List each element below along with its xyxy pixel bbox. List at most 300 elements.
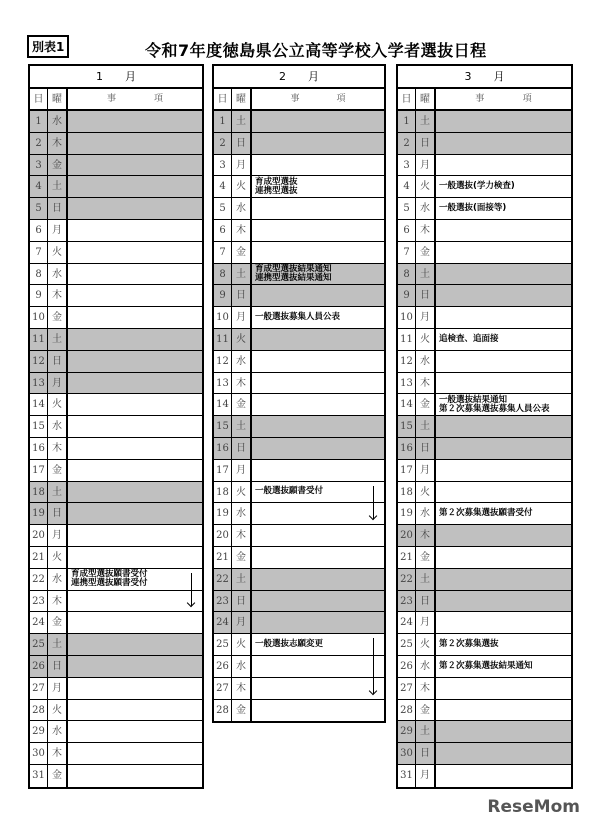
weekday: 水: [48, 721, 68, 742]
weekday: 水: [416, 351, 436, 372]
day-number: 12: [214, 351, 232, 372]
col-day: 日: [398, 89, 416, 109]
event-cell: [436, 460, 571, 481]
event-cell: [252, 329, 384, 350]
col-event-1: 事: [106, 94, 116, 104]
weekday: 水: [48, 264, 68, 285]
day-number: 9: [30, 285, 48, 306]
weekday: 土: [48, 176, 68, 197]
day-number: 13: [214, 373, 232, 394]
day-number: 11: [398, 329, 416, 350]
day-number: 21: [398, 547, 416, 568]
day-number: 16: [214, 438, 232, 459]
weekday: 火: [416, 176, 436, 197]
event-cell: [252, 394, 384, 415]
day-number: 21: [214, 547, 232, 568]
weekday: 日: [232, 285, 252, 306]
day-number: 20: [30, 525, 48, 546]
day-number: 13: [30, 373, 48, 394]
day-number: 12: [398, 351, 416, 372]
month-table: [28, 64, 204, 789]
weekday: 月: [416, 765, 436, 787]
day-number: 18: [214, 482, 232, 503]
event-cell: [68, 765, 202, 787]
table-row: [398, 285, 571, 307]
day-number: 15: [30, 416, 48, 437]
event-cell: [68, 591, 202, 612]
weekday: 土: [232, 264, 252, 285]
table-row: [30, 438, 202, 460]
col-event-1: 事: [290, 94, 300, 104]
event-text: 一般選抜(学力検査): [439, 181, 515, 192]
event-cell: [436, 307, 571, 328]
day-number: 2: [30, 133, 48, 154]
day-number: 10: [398, 307, 416, 328]
event-cell: [252, 220, 384, 241]
weekday: 月: [48, 220, 68, 241]
event-cell: [68, 503, 202, 524]
weekday: 月: [48, 373, 68, 394]
weekday: 月: [232, 155, 252, 176]
month-header: 2 月: [214, 66, 384, 89]
weekday: 木: [48, 591, 68, 612]
day-number: 25: [398, 634, 416, 655]
event-cell: [436, 176, 571, 197]
weekday: 木: [48, 285, 68, 306]
day-number: 3: [30, 155, 48, 176]
event-cell: [68, 482, 202, 503]
day-number: 17: [214, 460, 232, 481]
month-table: [396, 64, 573, 789]
table-row: [398, 198, 571, 220]
event-cell: [436, 743, 571, 764]
table-row: [214, 569, 384, 591]
table-row: [214, 503, 384, 525]
column-header: [214, 89, 384, 111]
day-number: 6: [398, 220, 416, 241]
day-number: 25: [30, 634, 48, 655]
weekday: 木: [416, 525, 436, 546]
weekday: 水: [416, 198, 436, 219]
event-cell: [252, 176, 384, 197]
weekday: 月: [416, 460, 436, 481]
event-cell: [436, 394, 571, 415]
event-cell: [436, 155, 571, 176]
col-weekday: 曜: [232, 89, 252, 109]
table-row: [30, 394, 202, 416]
event-cell: [252, 656, 384, 677]
table-row: [214, 525, 384, 547]
weekday: 日: [416, 743, 436, 764]
event-cell: [68, 242, 202, 263]
day-number: 19: [398, 503, 416, 524]
day-number: 22: [398, 569, 416, 590]
table-row: [214, 242, 384, 264]
day-number: 14: [30, 394, 48, 415]
table-row: [30, 591, 202, 613]
day-number: 26: [30, 656, 48, 677]
weekday: 木: [416, 373, 436, 394]
weekday: 日: [232, 591, 252, 612]
event-cell: [436, 634, 571, 655]
weekday: 火: [48, 242, 68, 263]
table-row: [30, 133, 202, 155]
day-number: 29: [30, 721, 48, 742]
weekday: 日: [232, 133, 252, 154]
weekday: 火: [416, 482, 436, 503]
event-cell: [436, 503, 571, 524]
weekday: 木: [48, 438, 68, 459]
col-weekday: 曜: [48, 89, 68, 109]
table-row: [214, 416, 384, 438]
day-number: 7: [398, 242, 416, 263]
event-cell: [68, 743, 202, 764]
day-number: 1: [398, 111, 416, 132]
event-cell: [68, 329, 202, 350]
event-cell: [436, 656, 571, 677]
table-row: [398, 765, 571, 787]
event-cell: [252, 482, 384, 503]
table-row: [30, 678, 202, 700]
col-event: [252, 89, 384, 109]
event-cell: [436, 765, 571, 787]
weekday: 水: [232, 503, 252, 524]
weekday: 金: [48, 307, 68, 328]
table-row: [30, 503, 202, 525]
event-cell: [68, 220, 202, 241]
table-row: [398, 133, 571, 155]
table-row: [398, 591, 571, 613]
table-row: [30, 264, 202, 286]
event-cell: [68, 155, 202, 176]
day-number: 26: [214, 656, 232, 677]
table-row: [398, 264, 571, 286]
event-cell: [68, 351, 202, 372]
table-row: [30, 634, 202, 656]
event-cell: [252, 264, 384, 285]
col-event-2: 項: [336, 94, 346, 104]
weekday: 火: [48, 547, 68, 568]
event-text: 一般選抜志願変更: [255, 639, 324, 650]
event-cell: [436, 329, 571, 350]
weekday: 日: [48, 503, 68, 524]
weekday: 月: [232, 460, 252, 481]
event-cell: [252, 700, 384, 722]
weekday: 木: [232, 373, 252, 394]
col-event-2: 項: [153, 94, 163, 104]
event-cell: [252, 678, 384, 699]
table-row: [214, 482, 384, 504]
weekday: 金: [48, 155, 68, 176]
event-cell: [68, 111, 202, 132]
day-number: 17: [30, 460, 48, 481]
table-row: [214, 307, 384, 329]
weekday: 土: [48, 634, 68, 655]
col-day: 日: [214, 89, 232, 109]
table-row: [398, 176, 571, 198]
table-row: [30, 220, 202, 242]
table-row: [398, 503, 571, 525]
weekday: 土: [416, 569, 436, 590]
table-row: [398, 416, 571, 438]
event-cell: [68, 176, 202, 197]
weekday: 月: [232, 612, 252, 633]
table-row: [214, 176, 384, 198]
weekday: 土: [232, 416, 252, 437]
weekday: 金: [416, 242, 436, 263]
day-number: 4: [30, 176, 48, 197]
day-number: 2: [398, 133, 416, 154]
event-cell: [252, 612, 384, 633]
weekday: 木: [48, 743, 68, 764]
weekday: 火: [232, 482, 252, 503]
weekday: 火: [232, 329, 252, 350]
col-event-1: 事: [475, 94, 485, 104]
event-cell: [436, 416, 571, 437]
table-row: [30, 700, 202, 722]
table-row: [214, 111, 384, 133]
table-row: [30, 656, 202, 678]
day-number: 22: [214, 569, 232, 590]
table-row: [214, 133, 384, 155]
day-number: 23: [30, 591, 48, 612]
event-cell: [252, 133, 384, 154]
day-number: 6: [30, 220, 48, 241]
weekday: 日: [416, 438, 436, 459]
table-row: [398, 111, 571, 133]
day-number: 30: [30, 743, 48, 764]
table-row: [398, 351, 571, 373]
event-cell: [68, 460, 202, 481]
event-cell: [252, 373, 384, 394]
day-number: 12: [30, 351, 48, 372]
continuation-arrow-icon: [373, 486, 374, 520]
day-number: 11: [30, 329, 48, 350]
table-row: [214, 220, 384, 242]
table-row: [30, 460, 202, 482]
event-cell: [68, 569, 202, 590]
event-cell: [68, 416, 202, 437]
month-header: 3 月: [398, 66, 571, 89]
table-row: [30, 721, 202, 743]
day-number: 27: [214, 678, 232, 699]
weekday: 土: [232, 569, 252, 590]
table-row: [30, 569, 202, 591]
day-number: 9: [398, 285, 416, 306]
month-header: 1 月: [30, 66, 202, 89]
event-cell: [68, 133, 202, 154]
day-number: 10: [30, 307, 48, 328]
day-number: 14: [214, 394, 232, 415]
table-row: [398, 569, 571, 591]
event-cell: [252, 569, 384, 590]
day-number: 28: [30, 700, 48, 721]
table-row: [398, 700, 571, 722]
table-row: [398, 394, 571, 416]
day-number: 20: [214, 525, 232, 546]
table-row: [30, 242, 202, 264]
continuation-arrow-icon: [191, 573, 192, 607]
day-number: 2: [214, 133, 232, 154]
table-row: [30, 765, 202, 787]
weekday: 土: [416, 416, 436, 437]
day-number: 24: [398, 612, 416, 633]
event-cell: [68, 547, 202, 568]
weekday: 土: [416, 721, 436, 742]
month-table: [212, 64, 386, 723]
event-cell: [252, 111, 384, 132]
event-cell: [68, 285, 202, 306]
col-weekday: 曜: [416, 89, 436, 109]
table-row: [398, 634, 571, 656]
day-number: 8: [214, 264, 232, 285]
day-number: 30: [398, 743, 416, 764]
day-number: 1: [214, 111, 232, 132]
event-cell: [252, 547, 384, 568]
table-row: [214, 373, 384, 395]
table-row: [30, 285, 202, 307]
day-number: 5: [30, 198, 48, 219]
table-row: [398, 612, 571, 634]
weekday: 金: [232, 700, 252, 722]
weekday: 金: [232, 394, 252, 415]
table-row: [214, 634, 384, 656]
table-row: [30, 525, 202, 547]
event-cell: [252, 242, 384, 263]
table-row: [214, 351, 384, 373]
event-cell: [252, 307, 384, 328]
event-cell: [436, 482, 571, 503]
weekday: 火: [48, 394, 68, 415]
day-number: 11: [214, 329, 232, 350]
event-text: 第２次募集選抜: [439, 639, 499, 650]
event-cell: [252, 525, 384, 546]
col-event: [436, 89, 571, 109]
weekday: 火: [232, 634, 252, 655]
col-day: 日: [30, 89, 48, 109]
event-cell: [252, 503, 384, 524]
day-number: 26: [398, 656, 416, 677]
weekday: 土: [232, 111, 252, 132]
day-number: 23: [398, 591, 416, 612]
weekday: 日: [416, 133, 436, 154]
day-number: 5: [398, 198, 416, 219]
weekday: 日: [232, 438, 252, 459]
table-row: [30, 743, 202, 765]
weekday: 水: [232, 198, 252, 219]
event-cell: [436, 285, 571, 306]
day-number: 27: [398, 678, 416, 699]
weekday: 月: [416, 155, 436, 176]
table-row: [214, 155, 384, 177]
event-cell: [68, 525, 202, 546]
day-number: 16: [30, 438, 48, 459]
weekday: 木: [416, 220, 436, 241]
day-number: 13: [398, 373, 416, 394]
table-row: [398, 678, 571, 700]
event-cell: [436, 547, 571, 568]
continuation-arrow-icon: [373, 638, 374, 693]
table-row: [398, 220, 571, 242]
weekday: 月: [416, 612, 436, 633]
column-header: [30, 89, 202, 111]
day-number: 18: [30, 482, 48, 503]
day-number: 8: [30, 264, 48, 285]
event-cell: [252, 591, 384, 612]
table-row: [214, 656, 384, 678]
table-row: [398, 721, 571, 743]
weekday: 火: [232, 176, 252, 197]
weekday: 土: [416, 111, 436, 132]
event-cell: [436, 678, 571, 699]
day-number: 28: [398, 700, 416, 721]
weekday: 木: [48, 133, 68, 154]
event-cell: [252, 634, 384, 655]
event-cell: [252, 285, 384, 306]
day-number: 1: [30, 111, 48, 132]
event-cell: [252, 155, 384, 176]
weekday: 日: [48, 198, 68, 219]
event-text: 一般選抜募集人員公表: [255, 312, 341, 323]
day-number: 7: [30, 242, 48, 263]
table-row: [398, 307, 571, 329]
weekday: 月: [48, 525, 68, 546]
day-number: 6: [214, 220, 232, 241]
event-cell: [252, 438, 384, 459]
col-event: [68, 89, 202, 109]
weekday: 木: [232, 220, 252, 241]
table-row: [214, 700, 384, 722]
event-cell: [68, 373, 202, 394]
event-cell: [436, 569, 571, 590]
weekday: 木: [232, 678, 252, 699]
day-number: 18: [398, 482, 416, 503]
event-cell: [436, 700, 571, 721]
appendix-label: 別表1: [27, 35, 69, 58]
event-text: 一般選抜願書受付: [255, 486, 324, 497]
day-number: 19: [30, 503, 48, 524]
day-number: 24: [214, 612, 232, 633]
watermark-logo: ReseMom: [487, 797, 580, 817]
day-number: 23: [214, 591, 232, 612]
table-row: [30, 307, 202, 329]
table-row: [30, 198, 202, 220]
day-number: 8: [398, 264, 416, 285]
day-number: 14: [398, 394, 416, 415]
day-number: 4: [214, 176, 232, 197]
weekday: 日: [48, 656, 68, 677]
table-row: [398, 547, 571, 569]
event-cell: [68, 656, 202, 677]
weekday: 日: [416, 285, 436, 306]
event-text: 追検査、追面接: [439, 333, 499, 344]
event-text: 育成型選抜願書受付 連携型選抜願書受付: [71, 569, 148, 589]
weekday: 金: [48, 460, 68, 481]
table-row: [30, 155, 202, 177]
weekday: 火: [416, 634, 436, 655]
event-cell: [436, 525, 571, 546]
weekday: 水: [416, 503, 436, 524]
table-row: [214, 438, 384, 460]
weekday: 日: [416, 591, 436, 612]
weekday: 水: [232, 351, 252, 372]
table-row: [398, 155, 571, 177]
event-cell: [68, 264, 202, 285]
page-title: 令和7年度徳島県公立高等学校入学者選抜日程: [145, 41, 487, 60]
day-number: 15: [214, 416, 232, 437]
weekday: 火: [48, 700, 68, 721]
table-row: [398, 525, 571, 547]
